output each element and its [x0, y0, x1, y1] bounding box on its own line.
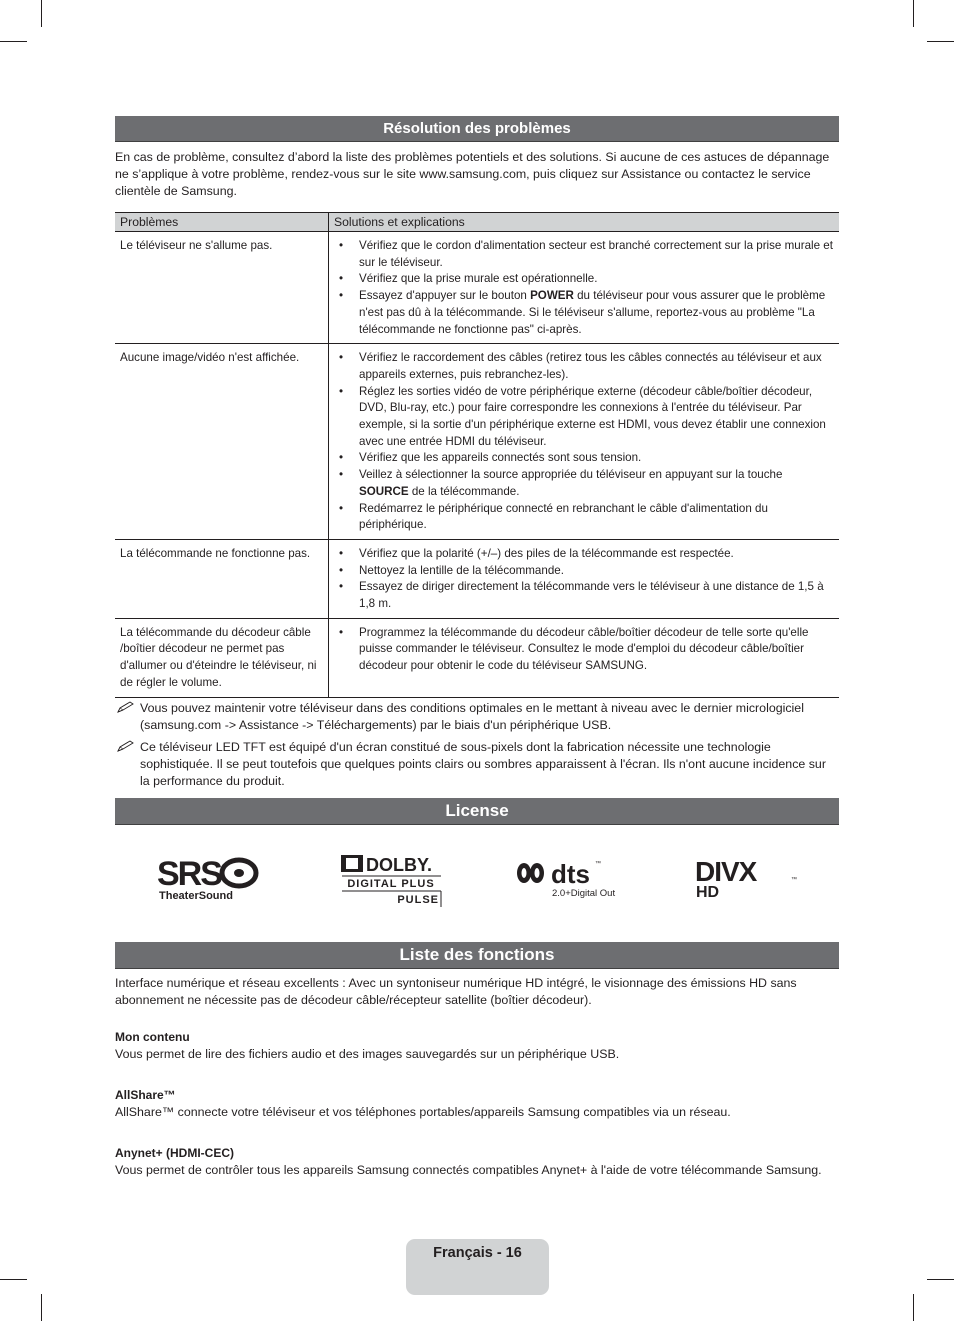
srs-main-text: SRS — [157, 854, 221, 893]
feature-title: Anynet+ (HDMI-CEC) — [115, 1145, 234, 1160]
features-header: Liste des fonctions — [115, 942, 839, 969]
crop-mark — [927, 1279, 954, 1280]
crop-mark — [41, 1294, 42, 1321]
features-intro: Interface numérique et réseau excellents : Avec un syntoniseur numérique HD intégré, le visionnage des émissions HD sans abonnement ne nécessite pas de décodeur câble/récepteur satellite (boîtier décodeur). — [115, 975, 797, 1007]
note-text: Ce téléviseur LED TFT est équipé d'un écran constitué de sous-pixels dont la fabrication nécessite une technologie sophistiquée. Il se peut toutefois que quelques points clairs ou sombres apparaissent à l'écran. Ils n'ont aucune incidence sur la performance du produit. — [140, 739, 826, 788]
note-item — [115, 700, 839, 734]
troubleshooting-header: Résolution des problèmes — [115, 116, 839, 142]
table-row — [115, 539, 839, 618]
column-header-solutions: Solutions et explications — [329, 213, 840, 232]
crop-mark — [913, 0, 914, 27]
feature-item — [115, 1029, 839, 1063]
problem-cell: Aucune image/vidéo n'est affichée. — [115, 344, 329, 540]
feature-title: AllShare™ — [115, 1087, 176, 1102]
feature-text: Vous permet de lire des fichiers audio et des images sauvegardés sur un périphérique USB. — [115, 1046, 620, 1061]
pen-note-icon — [117, 740, 135, 752]
pen-note-icon — [117, 701, 135, 713]
srs-theatersound-logo — [157, 855, 261, 903]
solution-cell — [329, 539, 840, 618]
problem-cell: Le téléviseur ne s'allume pas. — [115, 232, 329, 344]
dts-sub-text: 2.0+Digital Out — [552, 887, 616, 899]
solution-item: • Essayez de diriger directement la télécommande vers le téléviseur à une distance de 1,5 à 1,8 m. — [337, 579, 834, 612]
divx-sub-text: HD — [696, 883, 720, 899]
solution-item: • Nettoyez la lentille de la télécommande. — [337, 563, 834, 580]
notes — [115, 700, 839, 790]
solution-item: • Redémarrez le périphérique connecté en rebranchant le câble d'alimentation du périphérique. — [337, 501, 834, 534]
solution-cell — [329, 344, 840, 540]
divx-hd-logo — [695, 857, 799, 899]
solution-item: • Réglez les sorties vidéo de votre périphérique externe (décodeur câble/boîtier décodeur, DVD, Blu-ray, etc.) pour faire correspondre les connexions à l'entrée du téléviseur. Par exemple, si la sortie d'un périphérique externe est HDMI, vous devez établir une connexion avec une entrée HDMI du téléviseur. — [337, 384, 834, 451]
divx-tm-text: ™ — [791, 876, 797, 883]
page-number: Français - 16 — [433, 1245, 522, 1261]
crop-mark — [0, 1279, 27, 1280]
solution-item: • Vérifiez que la prise murale est opérationnelle. — [337, 271, 834, 288]
crop-mark — [927, 41, 954, 42]
problem-cell: La télécommande ne fonctionne pas. — [115, 539, 329, 618]
solution-cell — [329, 232, 840, 344]
feature-item — [115, 1145, 839, 1179]
solution-cell — [329, 618, 840, 697]
solution-item: • Vérifiez que le cordon d'alimentation secteur est branché correctement sur la prise murale et sur le téléviseur. — [337, 238, 834, 271]
divx-main-text: DIVX — [695, 856, 757, 887]
dolby-line2-text: PULSE — [397, 893, 439, 906]
dolby-main-text: DOLBY. — [366, 854, 433, 875]
page-content — [115, 116, 839, 1179]
feature-title: Mon contenu — [115, 1029, 190, 1044]
feature-item — [115, 1087, 839, 1121]
note-item — [115, 739, 839, 790]
dts-tm-text: ™ — [595, 860, 601, 867]
note-text: Vous pouvez maintenir votre téléviseur dans des conditions optimales en le mettant à niveau avec le dernier micrologiciel (samsung.com -> Assistance -> Téléchargements) par le biais d'un périphérique USB. — [140, 700, 804, 732]
license-logos — [115, 825, 839, 935]
dts-main-text: dts — [551, 858, 590, 889]
table-row — [115, 232, 839, 344]
problem-cell: La télécommande du décodeur câble /boîtier décodeur ne permet pas d'allumer ou d'éteindre le téléviseur, ni de régler le volume. — [115, 618, 329, 697]
solution-item: • Vérifiez que la polarité (+/–) des piles de la télécommande est respectée. — [337, 546, 834, 563]
solution-item: • Veillez à sélectionner la source appropriée du téléviseur en appuyant sur la touche SOURCE de la télécommande. — [337, 467, 834, 500]
crop-mark — [41, 0, 42, 27]
table-row — [115, 344, 839, 540]
solution-item: • Vérifiez le raccordement des câbles (retirez tous les câbles connectés au téléviseur et aux appareils externes, puis rebranchez-les). — [337, 350, 834, 383]
dts-digital-out-logo — [515, 857, 621, 899]
solution-item: • Programmez la télécommande du décodeur câble/boîtier décodeur de telle sorte qu'elle puisse commander le téléviseur. Consultez le mode d'emploi du décodeur câble/boîtier décodeur pour obtenir le code du téléviseur SAMSUNG. — [337, 625, 834, 675]
solution-item: • Vérifiez que les appareils connectés sont sous tension. — [337, 450, 834, 467]
dolby-digital-plus-pulse-logo — [341, 853, 443, 909]
crop-mark — [0, 41, 27, 42]
table-row — [115, 618, 839, 697]
crop-mark — [913, 1294, 914, 1321]
column-header-problems: Problèmes — [115, 213, 329, 232]
srs-sub-text: TheaterSound — [159, 889, 233, 902]
troubleshooting-table — [115, 212, 839, 698]
solution-item: • Essayez d'appuyer sur le bouton POWER du téléviseur pour vous assurer que le problème n'est pas dû à la télécommande. Si le téléviseur s'allume, reportez-vous au problème "La télécommande ne fonctionne pas" ci-après. — [337, 288, 834, 338]
license-header: License — [115, 798, 839, 825]
troubleshooting-intro: En cas de problème, consultez d’abord la liste des problèmes potentiels et des solutions. Si aucune de ces astuces de dépannage ne s’applique à votre problème, rendez-vous sur le site www.samsung.com, puis cliquez sur Assistance ou contactez le service clientèle de Samsung. — [115, 150, 830, 198]
feature-text: Vous permet de contrôler tous les appareils Samsung connectés compatibles Anynet+ à l'aide de votre télécommande Samsung. — [115, 1162, 822, 1177]
feature-text: AllShare™ connecte votre téléviseur et vos téléphones portables/appareils Samsung compatibles via un réseau. — [115, 1104, 731, 1119]
dolby-line1-text: DIGITAL PLUS — [347, 877, 435, 890]
